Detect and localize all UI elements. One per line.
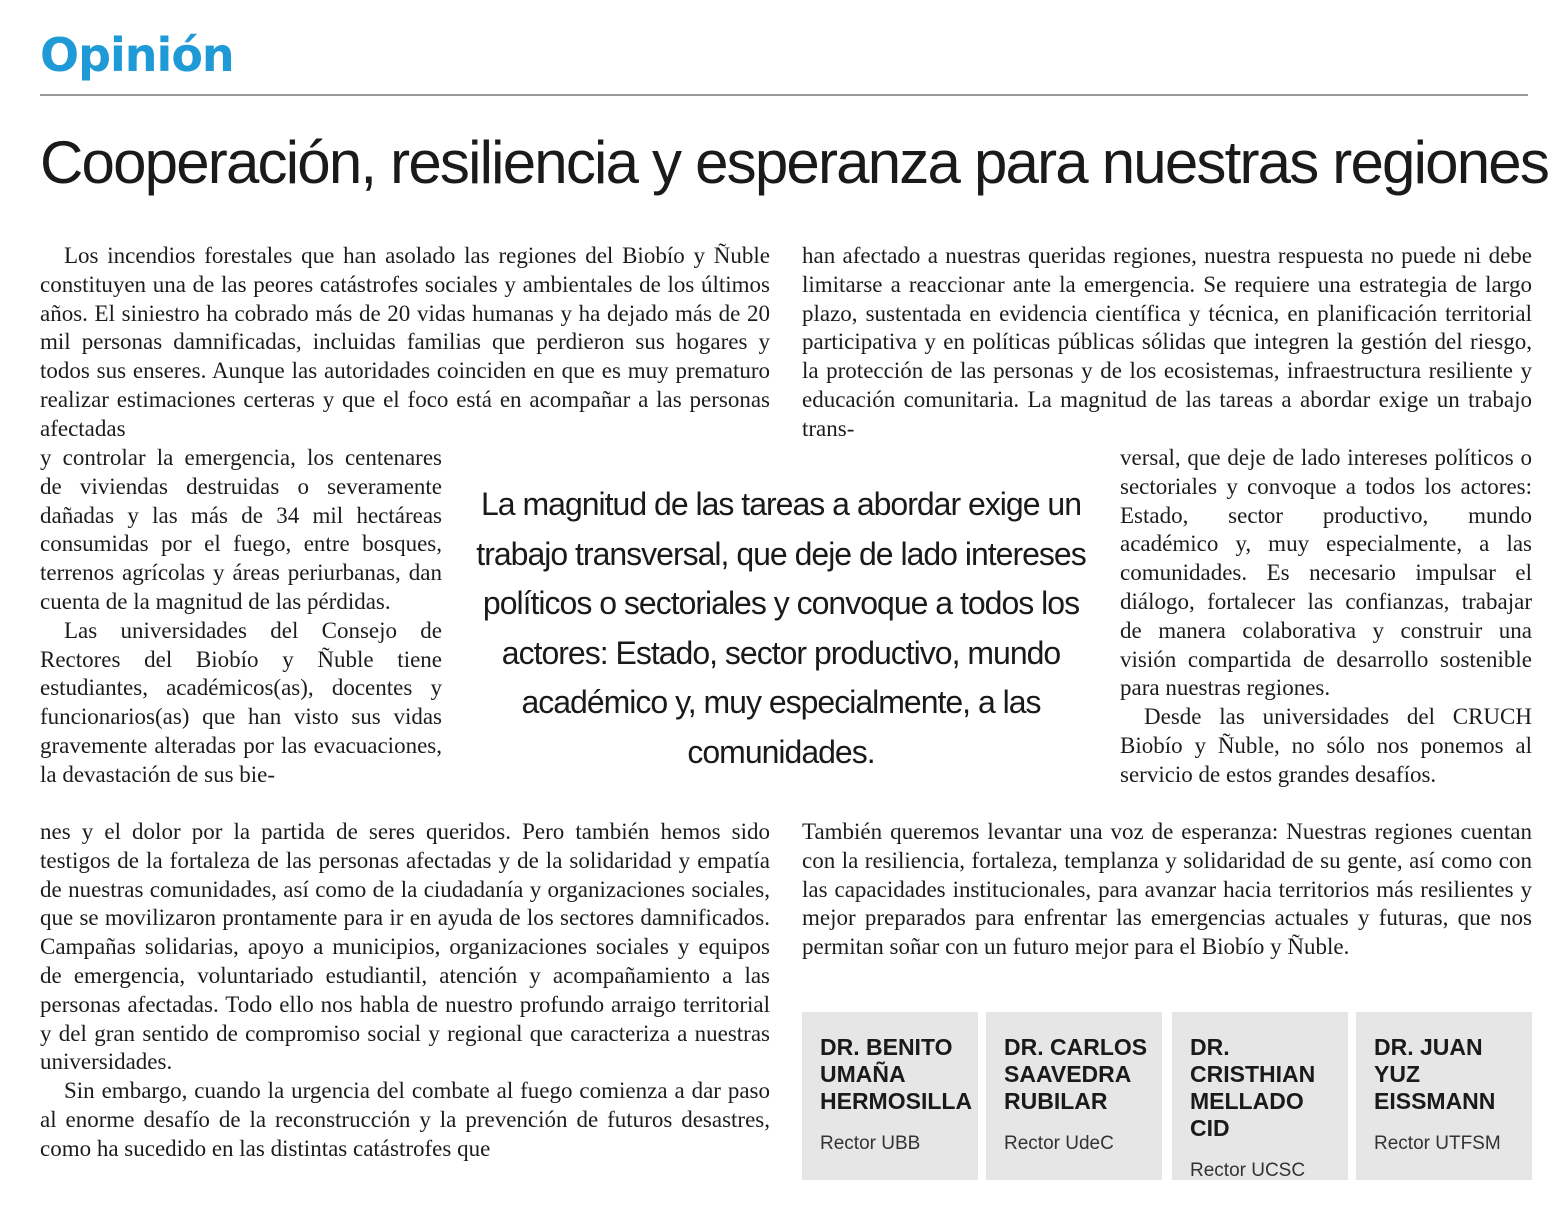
signature-box: [1356, 1012, 1532, 1180]
paragraph-3-end: versal, que deje de lado intereses políticos o sectoriales y convoque a todos los actores: Estado, sector productivo, mundo académico y, muy especialmente, a las comunidades. Es necesario impulsar el diálogo, fortalecer las confianzas, trabajar de manera colaborativa y construir una visión compartida de desarrollo sostenible para nuestras regiones.: [1120, 445, 1532, 701]
column-2-bottom: [802, 818, 1532, 962]
paragraph-3-continued: han afectado a nuestras queridas regiones, nuestra respuesta no puede ni debe limitarse a reaccionar ante la emergencia. Se requiere una estrategia de largo plazo, sustentada en evidencia científica y técnica, en planificación territorial participativa y en políticas públicas sólidas que integren la gestión del riesgo, la protección de las personas y de los ecosistemas, infraestructura resiliente y educación comunitaria. La magnitud de las tareas a abordar exige un trabajo trans-: [802, 243, 1532, 441]
signature-role: Rector UCSC: [1190, 1160, 1306, 1181]
column-1-top: [40, 242, 770, 444]
paragraph-2: Las universidades del Consejo de Rectores del Biobío y Ñuble tiene estudiantes, académicos(as), docentes y funcionarios(as) que han visto sus vidas gravemente alteradas por las evacuaciones, la devastación de sus bie-: [40, 617, 442, 787]
column-1-middle: [40, 444, 442, 790]
signature-name: DR. CARLOS SAAVEDRA RUBILAR: [1004, 1034, 1148, 1114]
signature-name: DR. BENITO UMAÑA HERMOSILLA: [820, 1034, 973, 1114]
column-1-bottom: [40, 818, 770, 1164]
section-label: Opinión: [40, 28, 234, 82]
signature-box: [1172, 1012, 1348, 1180]
header-divider: [40, 94, 1528, 96]
signature-role: Rector UTFSM: [1374, 1133, 1501, 1154]
paragraph-1: Los incendios forestales que han asolado las regiones del Biobío y Ñuble constituyen una de las peores catástrofes sociales y ambientales de los últimos años. El siniestro ha cobrado más de 20 vidas humanas y ha dejado más de 20 mil personas damnificadas, incluidas familias que perdieron sus hogares y todos sus enseres. Aunque las autoridades coinciden en que es muy prematuro realizar estimaciones certeras y que el foco está en acompañar a las personas afectadas: [40, 243, 770, 441]
paragraph-2-continued: nes y el dolor por la partida de seres queridos. Pero también hemos sido testigos de la fortaleza de las personas afectadas y de la solidaridad y empatía de nuestras comunidades, así como de la ciudadanía y organizaciones sociales, que se movilizaron prontamente para ir en ayuda de los sectores damnificados. Campañas solidarias, apoyo a municipios, organizaciones sociales y equipos de emergencia, voluntariado estudiantil, atención y acompañamiento a las personas afectadas. Todo ello nos habla de nuestro profundo arraigo territorial y del gran sentido de compromiso social y regional que caracteriza a nuestras universidades.: [40, 819, 770, 1075]
signature-role: Rector UBB: [820, 1133, 921, 1154]
paragraph-4-continued: También queremos levantar una voz de esperanza: Nuestras regiones cuentan con la resiliencia, fortaleza, templanza y solidaridad de su gente, así como con las capacidades institucionales, para avanzar hacia territorios más resilientes y mejor preparados para enfrentar las emergencias actuales y futuras, que nos permitan soñar con un futuro mejor para el Biobío y Ñuble.: [802, 819, 1532, 960]
signature-box: [986, 1012, 1162, 1180]
signature-box: [802, 1012, 978, 1180]
column-2-top: [802, 242, 1532, 444]
signature-role: Rector UdeC: [1004, 1133, 1114, 1154]
pull-quote: La magnitud de las tareas a abordar exige un trabajo transversal, que deje de lado intereses políticos o sectoriales y convoque a todos los actores: Estado, sector productivo, mundo académico y, muy especialmente, a las comunidades.: [476, 486, 1086, 770]
signature-name: DR. JUAN YUZ EISSMANN: [1374, 1034, 1496, 1114]
paragraph-1-continued: y controlar la emergencia, los centenares de viviendas destruidas o severamente dañadas y las más de 34 mil hectáreas consumidas por el fuego, entre bosques, terrenos agrícolas y áreas periurbanas, dan cuenta de la magnitud de las pérdidas.: [40, 445, 442, 614]
signature-name: DR. CRISTHIAN MELLADO CID: [1190, 1034, 1316, 1141]
paragraph-4: Desde las universidades del CRUCH Biobío y Ñuble, no sólo nos ponemos al servicio de estos grandes desafíos.: [1120, 704, 1532, 787]
column-2-middle: [1120, 444, 1532, 790]
paragraph-3: Sin embargo, cuando la urgencia del combate al fuego comienza a dar paso al enorme desafío de la reconstrucción y la prevención de futuros desastres, como ha sucedido en las distintas catástrofes que: [40, 1078, 770, 1161]
article-headline: Cooperación, resiliencia y esperanza para nuestras regiones: [40, 129, 1549, 196]
